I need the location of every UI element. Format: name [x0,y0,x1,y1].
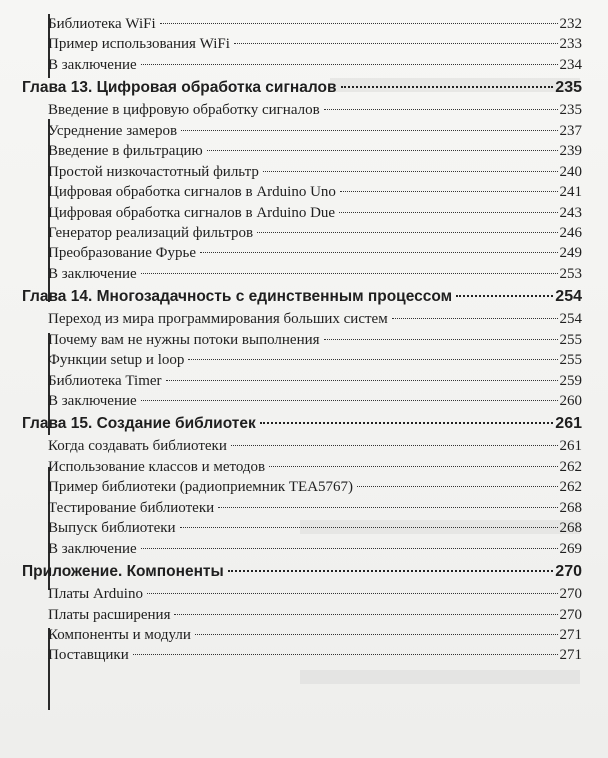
chapter-entry [22,76,582,100]
dot-leader [456,295,553,297]
section-entry [22,309,582,329]
section-entry [22,436,582,456]
section-title: Пример библиотеки (радиоприемник TEA5767) [48,479,354,496]
page-number: 246 [559,224,582,241]
section-title: Цифровая обработка сигналов в Arduino Due [48,204,336,221]
page-number: 271 [559,647,582,664]
section-title: Выпуск библиотеки [48,520,176,537]
section-entry [22,625,582,645]
page-number: 255 [559,352,582,369]
page-number: 270 [559,606,582,623]
chapter-entry [22,285,582,309]
page-number: 268 [559,499,582,516]
section-title: Усреднение замеров [48,122,178,139]
section-title: Цифровая обработка сигналов в Arduino Uno [48,184,336,201]
dot-leader [324,109,558,110]
dot-leader [200,252,558,253]
section-entry [22,371,582,391]
chapter-title: Приложение. Компоненты [22,563,224,581]
section-entry [22,498,582,518]
dot-leader [181,130,557,131]
page-number: 235 [555,79,582,97]
section-title: Платы расширения [48,606,171,623]
section-entry [22,34,582,54]
page-number: 261 [559,438,582,455]
page-number: 232 [559,16,582,32]
section-entry [22,162,582,182]
section-entry [22,121,582,141]
section-entry [22,350,582,370]
section-title: Библиотека Timer [48,372,162,389]
section-entry [22,457,582,477]
page-number: 271 [559,626,582,643]
page-number: 237 [559,122,582,139]
dot-leader [324,339,558,340]
table-of-contents [22,14,582,666]
section-entry [22,391,582,411]
dot-leader [263,171,558,172]
section-title: Введение в цифровую обработку сигналов [48,102,320,119]
page-number: 260 [559,393,582,409]
chapter-title: Глава 13. Цифровая обработка сигналов [22,79,337,97]
dot-leader [228,570,554,572]
section-title: Тестирование библиотеки [48,499,215,516]
section-title: Простой низкочастотный фильтр [48,163,259,180]
section-title: В заключение [48,540,137,557]
dot-leader [260,422,554,424]
section-entry [22,100,582,120]
dot-leader [141,64,558,65]
section-entry [22,243,582,263]
page-number: 234 [559,56,582,73]
dot-leader [133,654,558,655]
page-number: 261 [555,415,582,433]
dot-leader [234,43,558,44]
page-number: 259 [559,372,582,389]
page-number: 241 [559,184,582,201]
section-entry [22,264,582,284]
dot-leader [257,232,557,233]
dot-leader [141,548,558,549]
section-title: Переход из мира программирования больших систем [48,311,388,328]
section-title: В заключение [48,56,137,73]
section-title: Платы Arduino [48,586,143,603]
section-title: Библиотека WiFi [48,16,156,32]
section-entry [22,518,582,538]
section-title: Введение в фильтрацию [48,143,203,160]
dot-leader [340,191,558,192]
page-number: 255 [559,331,582,348]
dot-leader [166,380,558,381]
page-number: 239 [559,143,582,160]
page-number: 254 [555,288,582,306]
dot-leader [147,593,558,594]
section-title: Поставщики [48,647,129,664]
page-number: 253 [559,265,582,282]
page-number: 269 [559,540,582,557]
dot-leader [339,212,557,213]
chapter-title: Глава 14. Многозадачность с единственным процессом [22,288,453,306]
section-entry [22,539,582,559]
dot-leader [188,359,557,360]
dot-leader [341,86,554,88]
section-entry [22,14,582,34]
section-entry [22,55,582,75]
page-number: 243 [559,204,582,221]
dot-leader [180,527,558,528]
section-entry [22,203,582,223]
page-number: 262 [559,479,582,496]
bleed-through-shadow [300,670,580,684]
dot-leader [218,507,557,508]
page-number: 249 [559,245,582,262]
page-number: 270 [555,563,582,581]
dot-leader [141,400,558,401]
dot-leader [231,445,558,446]
section-title: Использование классов и методов [48,458,266,475]
dot-leader [357,486,557,487]
section-title: Пример использования WiFi [48,36,230,53]
section-title: Генератор реализаций фильтров [48,224,254,241]
dot-leader [160,23,558,24]
dot-leader [141,273,558,274]
chapter-entry [22,412,582,436]
page-number: 240 [559,163,582,180]
page-number: 235 [559,102,582,119]
section-title: Когда создавать библиотеки [48,438,227,455]
section-entry [22,645,582,665]
page-number: 270 [559,586,582,603]
section-entry [22,223,582,243]
chapter-title: Глава 15. Создание библиотек [22,415,256,433]
section-entry [22,605,582,625]
section-title: В заключение [48,265,137,282]
section-entry [22,141,582,161]
page-number: 233 [559,36,582,53]
section-entry [22,330,582,350]
section-title: Почему вам не нужны потоки выполнения [48,331,320,348]
page-number: 262 [559,458,582,475]
section-title: Компоненты и модули [48,626,191,643]
dot-leader [174,614,557,615]
section-title: В заключение [48,393,137,409]
page-number: 254 [559,311,582,328]
dot-leader [195,634,558,635]
section-title: Функции setup и loop [48,352,185,369]
section-entry [22,584,582,604]
chapter-entry [22,560,582,584]
section-title: Преобразование Фурье [48,245,196,262]
dot-leader [207,150,558,151]
page-number: 268 [559,520,582,537]
section-entry [22,477,582,497]
dot-leader [392,318,558,319]
section-entry [22,182,582,202]
dot-leader [269,466,557,467]
